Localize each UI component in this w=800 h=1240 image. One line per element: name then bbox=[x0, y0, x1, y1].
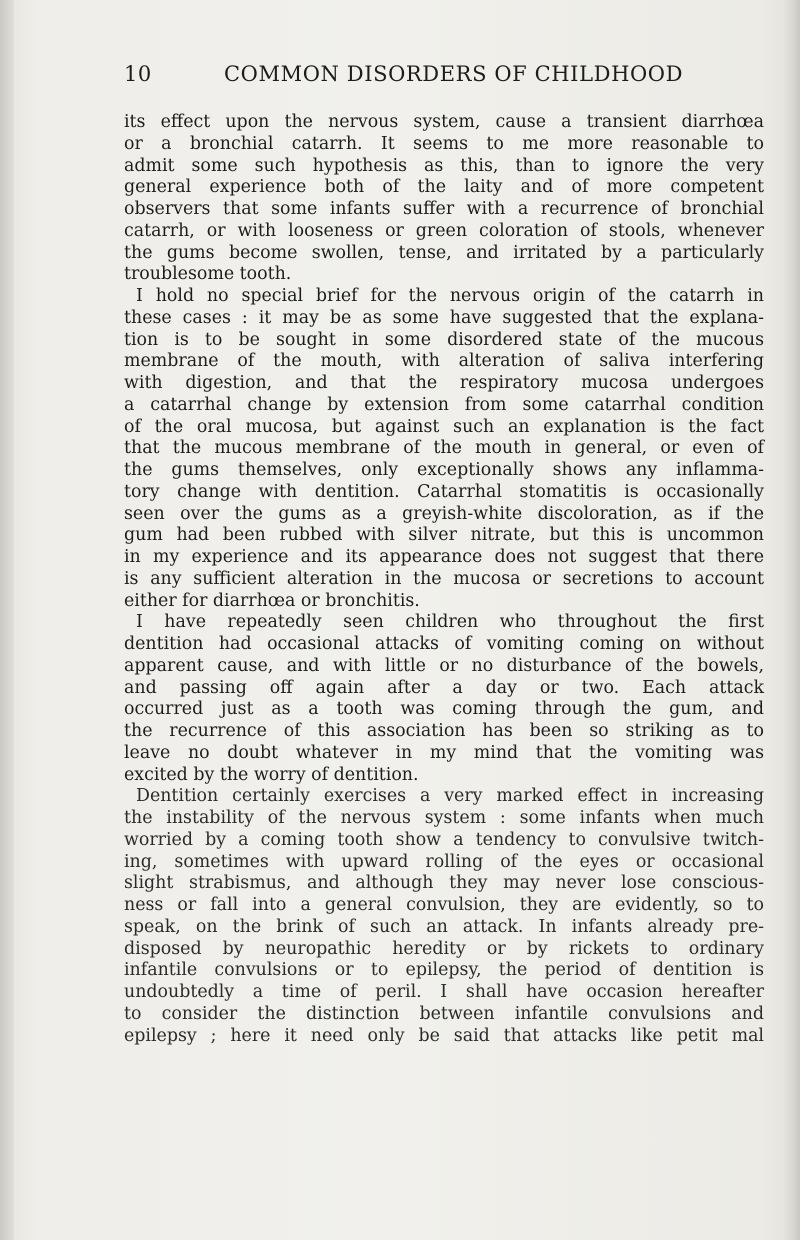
text-line: leave no doubt whatever in my mind that the vomiting was bbox=[124, 742, 764, 763]
text-line: infantile convulsions or to epilepsy, the period of dentition is bbox=[124, 960, 764, 981]
text-line: general experience both of the laity and of more competent bbox=[124, 177, 764, 198]
text-line: either for diarrhœa or bronchitis. bbox=[124, 590, 420, 611]
text-line: and passing off again after a day or two. Each attack bbox=[124, 677, 764, 698]
text-line: ness or fall into a general convulsion, they are evidently, so to bbox=[124, 895, 764, 915]
text-line: excited by the worry of dentition. bbox=[124, 764, 419, 785]
text-line: or a bronchial catarrh. It seems to me more reasonable to bbox=[124, 133, 764, 154]
paragraph bbox=[124, 786, 764, 1047]
text-line: epilepsy ; here it need only be said that attacks like petit mal bbox=[124, 1025, 764, 1046]
paragraph bbox=[124, 286, 764, 612]
text-line: the gums themselves, only exceptionally shows any inflamma- bbox=[124, 460, 764, 480]
text-line: these cases : it may be as some have suggested that the explana- bbox=[124, 307, 764, 328]
text-line: occurred just as a tooth was coming through the gum, and bbox=[124, 699, 764, 720]
text-line: the instability of the nervous system : some infants when much bbox=[124, 808, 764, 828]
text-line: tory change with dentition. Catarrhal stomatitis is occasionally bbox=[124, 481, 764, 502]
text-line: catarrh, or with looseness or green coloration of stools, whenever bbox=[124, 220, 764, 241]
text-line: to consider the distinction between infantile convulsions and bbox=[124, 1003, 764, 1024]
page-number: 10 bbox=[124, 62, 152, 86]
running-title: COMMON DISORDERS OF CHILDHOOD bbox=[224, 62, 684, 86]
text-line: of the oral mucosa, but against such an explanation is the fact bbox=[124, 416, 764, 437]
text-line: the recurrence of this association has been so striking as to bbox=[124, 721, 764, 741]
body-text bbox=[124, 112, 764, 1047]
text-line: slight strabismus, and although they may never lose conscious- bbox=[124, 873, 764, 894]
text-line: gum had been rubbed with silver nitrate, but this is uncommon bbox=[124, 525, 764, 546]
page-edge-shadow bbox=[784, 0, 800, 1240]
text-line: speak, on the brink of such an attack. In infants already pre- bbox=[124, 916, 764, 937]
text-line: with digestion, and that the respiratory mucosa undergoes bbox=[124, 373, 764, 393]
text-line: disposed by neuropathic heredity or by rickets to ordinary bbox=[124, 938, 764, 959]
text-line: undoubtedly a time of peril. I shall have occasion hereafter bbox=[124, 982, 764, 1002]
text-line: observers that some infants suffer with a recurrence of bronchial bbox=[124, 199, 764, 219]
paragraph bbox=[124, 612, 764, 786]
text-line: dentition had occasional attacks of vomiting coming on without bbox=[124, 634, 764, 654]
text-line: in my experience and its appearance does not suggest that there bbox=[124, 547, 764, 567]
text-line: admit some such hypothesis as this, than to ignore the very bbox=[124, 155, 764, 176]
text-line: the gums become swollen, tense, and irritated by a particularly bbox=[124, 242, 764, 263]
text-line: apparent cause, and with little or no disturbance of the bowels, bbox=[124, 655, 764, 676]
text-line: worried by a coming tooth show a tendency to convulsive twitch- bbox=[124, 829, 764, 850]
text-line: a catarrhal change by extension from some catarrhal condition bbox=[124, 394, 764, 415]
text-line: seen over the gums as a greyish-white discoloration, as if the bbox=[124, 503, 764, 524]
text-line: ing, sometimes with upward rolling of the eyes or occasional bbox=[124, 851, 764, 872]
page-header bbox=[124, 62, 764, 98]
text-line: troublesome tooth. bbox=[124, 264, 292, 285]
text-line: its effect upon the nervous system, cause a transient diarrhœa bbox=[124, 112, 764, 132]
text-line: Dentition certainly exercises a very marked effect in increasing bbox=[136, 786, 764, 807]
text-line: is any sufficient alteration in the mucosa or secretions to account bbox=[124, 568, 764, 589]
text-line: membrane of the mouth, with alteration of saliva interfering bbox=[124, 351, 764, 372]
text-line: tion is to be sought in some disordered state of the mucous bbox=[124, 329, 764, 350]
text-line: that the mucous membrane of the mouth in general, or even of bbox=[124, 438, 764, 459]
text-line: I hold no special brief for the nervous origin of the catarrh in bbox=[136, 286, 764, 306]
page-gutter-shadow bbox=[0, 0, 14, 1240]
paragraph bbox=[124, 112, 764, 286]
text-line: I have repeatedly seen children who throughout the first bbox=[136, 612, 764, 633]
